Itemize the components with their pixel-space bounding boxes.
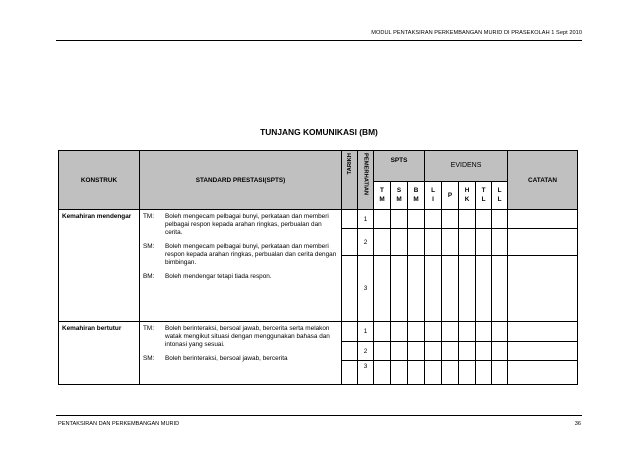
cell[interactable] xyxy=(459,210,476,229)
header-spts: SPTS xyxy=(374,151,425,182)
konstruk-mendengar: Kemahiran mendengar xyxy=(59,210,140,322)
evidens-col-tl: T L xyxy=(476,181,492,209)
cell[interactable] xyxy=(442,361,459,385)
obs-cell: 2 xyxy=(358,342,374,361)
cell[interactable] xyxy=(374,322,391,342)
running-header: MODUL PENTAKSIRAN PERKEMBANGAN MURID DI PRASEKOLAH 1 Sept 2010 xyxy=(371,30,582,36)
cell[interactable] xyxy=(408,361,425,385)
tarikh-cell[interactable] xyxy=(342,210,358,229)
footer-rule xyxy=(56,415,582,416)
cell[interactable] xyxy=(408,229,425,256)
cell[interactable] xyxy=(492,342,508,361)
cell[interactable] xyxy=(442,256,459,322)
cell[interactable] xyxy=(476,210,492,229)
header-konstruk: KONSTRUK xyxy=(59,151,140,210)
cell[interactable] xyxy=(391,229,408,256)
evidens-col-hk: H K xyxy=(459,181,476,209)
cell[interactable] xyxy=(476,342,492,361)
cell[interactable] xyxy=(459,361,476,385)
obs-cell: 1 xyxy=(358,322,374,342)
header-pemerhatian xyxy=(358,151,374,210)
tarikh-cell[interactable] xyxy=(342,342,358,361)
tarikh-cell[interactable] xyxy=(342,322,358,342)
header-pemerhatian-text: PEMERHATIAN xyxy=(362,153,369,196)
evidens-col-li: L I xyxy=(425,181,442,209)
obs-cell: 3 xyxy=(358,256,374,322)
standard-mendengar xyxy=(140,210,342,322)
obs-cell: 1 xyxy=(358,210,374,229)
cell[interactable] xyxy=(442,342,459,361)
spts-col-tm: T M xyxy=(374,181,391,209)
header-evidens: EVIDENS xyxy=(425,151,508,182)
cell[interactable] xyxy=(391,322,408,342)
header-rule xyxy=(56,40,582,41)
cell[interactable] xyxy=(476,361,492,385)
cell[interactable] xyxy=(425,229,442,256)
standard-bertutur xyxy=(140,322,342,385)
catatan-cell[interactable] xyxy=(508,361,578,385)
cell[interactable] xyxy=(374,210,391,229)
cell[interactable] xyxy=(476,229,492,256)
cell[interactable] xyxy=(492,229,508,256)
cell[interactable] xyxy=(391,256,408,322)
cell[interactable] xyxy=(408,322,425,342)
cell[interactable] xyxy=(425,210,442,229)
header-tarikh-text: TARIKH xyxy=(346,153,353,175)
cell[interactable] xyxy=(425,322,442,342)
standard-line: TM: Boleh berinteraksi, bersoal jawab, bercerita serta melakon watak mengikut situasi dengan menggunakan bahasa dan intonasi yang sesuai. xyxy=(143,325,330,348)
cell[interactable] xyxy=(442,210,459,229)
cell[interactable] xyxy=(459,322,476,342)
cell[interactable] xyxy=(391,210,408,229)
tarikh-cell[interactable] xyxy=(342,229,358,256)
page-title: TUNJANG KOMUNIKASI (BM) xyxy=(260,127,378,137)
running-footer: PENTAKSIRAN DAN PERKEMBANGAN MURID xyxy=(58,421,180,427)
catatan-cell[interactable] xyxy=(508,342,578,361)
konstruk-bertutur: Kemahiran bertutur xyxy=(59,322,140,385)
cell[interactable] xyxy=(391,342,408,361)
cell[interactable] xyxy=(374,256,391,322)
standard-line: SM: Boleh mengecam pelbagai bunyi, perkataan dan memberi respon kepada arahan ringkas, perbualan dan cerita dengan bimbingan. xyxy=(143,243,337,266)
obs-cell: 2 xyxy=(358,229,374,256)
cell[interactable] xyxy=(408,256,425,322)
cell[interactable] xyxy=(374,361,391,385)
header-tarikh xyxy=(342,151,358,210)
cell[interactable] xyxy=(408,210,425,229)
standard-line: BM: Boleh mendengar tetapi tiada respon. xyxy=(143,273,272,280)
cell[interactable] xyxy=(492,256,508,322)
header-catatan: CATATAN xyxy=(508,151,578,210)
spts-col-bm: B M xyxy=(408,181,425,209)
cell[interactable] xyxy=(442,229,459,256)
cell[interactable] xyxy=(492,322,508,342)
cell[interactable] xyxy=(391,361,408,385)
cell[interactable] xyxy=(442,322,459,342)
assessment-table xyxy=(58,150,578,385)
standard-line: SM: Boleh berinteraksi, bersoal jawab, bercerita xyxy=(143,355,288,362)
page-number: 36 xyxy=(574,421,581,427)
catatan-cell[interactable] xyxy=(508,229,578,256)
tarikh-cell[interactable] xyxy=(342,361,358,385)
evidens-col-ll: L L xyxy=(492,181,508,209)
cell[interactable] xyxy=(425,342,442,361)
cell[interactable] xyxy=(459,342,476,361)
obs-cell: 3 xyxy=(358,361,374,385)
cell[interactable] xyxy=(374,342,391,361)
catatan-cell[interactable] xyxy=(508,210,578,229)
cell[interactable] xyxy=(425,256,442,322)
tarikh-cell[interactable] xyxy=(342,256,358,322)
cell[interactable] xyxy=(374,229,391,256)
standard-line: TM: Boleh mengecam pelbagai bunyi, perkataan dan memberi pelbagai respon kepada arahan ringkas, perbualan dan cerita. xyxy=(143,213,329,236)
cell[interactable] xyxy=(425,361,442,385)
catatan-cell[interactable] xyxy=(508,322,578,342)
evidens-col-p: P xyxy=(442,181,459,209)
cell[interactable] xyxy=(476,322,492,342)
header-standard: STANDARD PRESTASI(SPTS) xyxy=(140,151,342,210)
cell[interactable] xyxy=(459,229,476,256)
cell[interactable] xyxy=(492,210,508,229)
cell[interactable] xyxy=(408,342,425,361)
cell[interactable] xyxy=(492,361,508,385)
cell[interactable] xyxy=(476,256,492,322)
catatan-cell[interactable] xyxy=(508,256,578,322)
spts-col-sm: S M xyxy=(391,181,408,209)
cell[interactable] xyxy=(459,256,476,322)
